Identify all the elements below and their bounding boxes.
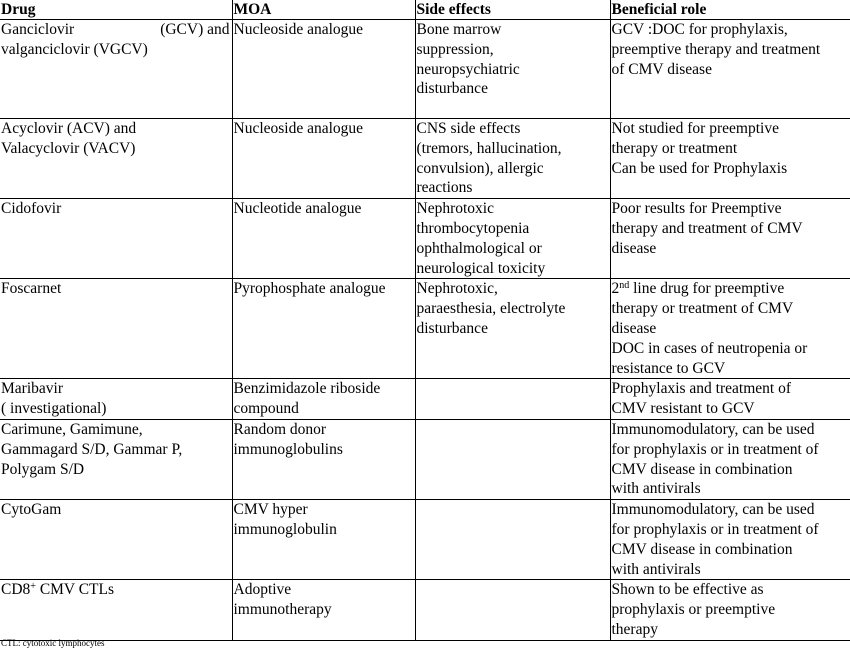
- header-drug: Drug: [0, 0, 232, 20]
- cell-line: disease: [611, 319, 657, 337]
- cell-word: (GCV) and: [160, 21, 230, 38]
- cell-line: CMV disease in combination: [611, 540, 793, 558]
- cell-line: suppression,: [416, 40, 494, 58]
- table-row: [0, 500, 850, 580]
- table-row: [0, 419, 850, 499]
- table-footnote: CTL: cytotoxic lymphocytes: [1, 638, 105, 648]
- cell-side-effects-empty: [415, 500, 610, 580]
- cell-line: resistance to GCV: [611, 359, 726, 377]
- drug-name-superscript: +: [30, 581, 36, 593]
- cell-line: immunotherapy: [233, 601, 332, 619]
- cell-beneficial-role: [610, 199, 850, 279]
- cell-side-effects: [415, 279, 610, 379]
- table-row: [0, 199, 850, 279]
- cell-line: with antivirals: [611, 560, 701, 578]
- cell-line: Nucleotide analogue: [233, 200, 362, 218]
- cell-line-justified: [1, 20, 230, 40]
- table-row: [0, 279, 850, 379]
- cell-line: Foscarnet: [1, 280, 62, 298]
- cell-line: Nucleoside analogue: [233, 120, 364, 137]
- cell-line: Shown to be effective as: [611, 581, 764, 599]
- ordinal-number: 2: [611, 280, 620, 298]
- cell-moa: [232, 379, 415, 420]
- cell-drug: [0, 379, 232, 420]
- cell-line: of CMV disease: [611, 60, 712, 78]
- cell-line: Benzimidazole riboside: [233, 380, 381, 398]
- cell-drug: [0, 500, 232, 580]
- cell-line: thrombocytopenia: [416, 219, 530, 237]
- ordinal-suffix: nd: [619, 280, 630, 292]
- cell-side-effects: [415, 20, 610, 119]
- cell-line: immunoglobulin: [233, 520, 337, 538]
- cell-line: Cidofovir: [1, 200, 62, 218]
- cell-line: therapy or treatment of CMV: [611, 300, 794, 318]
- cell-beneficial-role: [610, 20, 850, 119]
- table-header-row: [0, 0, 850, 20]
- cell-drug: [0, 419, 232, 499]
- cell-line: convulsion), allergic: [416, 159, 544, 177]
- cell-line: Polygam S/D: [1, 460, 85, 478]
- cell-drug: [0, 199, 232, 279]
- cell-line-rest: line drug for preemptive: [629, 280, 785, 298]
- cell-line: CNS side effects: [416, 120, 521, 137]
- cell-line: therapy: [611, 620, 658, 638]
- cell-line: therapy or treatment: [611, 139, 738, 157]
- cell-beneficial-role: [610, 580, 850, 640]
- cell-line: prophylaxis or preemptive: [611, 601, 776, 619]
- cell-line: Gammagard S/D, Gammar P,: [1, 440, 183, 458]
- table-row: [0, 379, 850, 420]
- cell-line: for prophylaxis or in treatment of: [611, 440, 819, 458]
- cell-line: CMV disease in combination: [611, 460, 793, 478]
- cell-line: Pyrophosphate analogue: [233, 280, 386, 298]
- cell-line: Nephrotoxic: [416, 200, 494, 218]
- cell-line: neurological toxicity: [416, 259, 546, 277]
- cell-line: Not studied for preemptive: [611, 120, 779, 137]
- cell-line: disease: [611, 239, 657, 257]
- cell-moa: [232, 199, 415, 279]
- cell-line: GCV :DOC for prophylaxis,: [611, 21, 788, 38]
- cell-line: Random donor: [233, 420, 327, 438]
- header-beneficial-role: Beneficial role: [610, 0, 850, 20]
- cell-line: Immunomodulatory, can be used: [611, 420, 815, 438]
- cell-line: ( investigational): [1, 400, 107, 418]
- cell-moa: [232, 419, 415, 499]
- cell-line: paraesthesia, electrolyte: [416, 300, 566, 318]
- cell-line: (tremors, hallucination,: [416, 139, 562, 157]
- cell-line: disturbance: [416, 80, 488, 98]
- cell-line: CMV resistant to GCV: [611, 400, 755, 418]
- cell-line: Valacyclovir (VACV): [1, 139, 136, 157]
- header-side-effects: Side effects: [415, 0, 610, 20]
- table-row: [0, 580, 850, 640]
- table-row: [0, 119, 850, 199]
- cell-line: Poor results for Preemptive: [611, 200, 782, 218]
- cell-line: CytoGam: [1, 501, 62, 519]
- cell-side-effects: [415, 119, 610, 199]
- cell-line: Nephrotoxic,: [416, 280, 498, 298]
- cell-beneficial-role: [610, 119, 850, 199]
- cell-side-effects-empty: [415, 419, 610, 499]
- cell-line: [612, 279, 850, 299]
- cell-line: Can be used for Prophylaxis: [611, 159, 788, 177]
- cell-line: Maribavir: [1, 380, 63, 398]
- cell-line: valganciclovir (VGCV): [1, 40, 148, 58]
- drug-name-prefix: CD8: [1, 581, 31, 599]
- cell-drug: [0, 279, 232, 379]
- cell-line: ophthalmological or: [416, 239, 542, 257]
- drug-name-rest: CMV CTLs: [35, 581, 115, 599]
- cell-side-effects: [415, 199, 610, 279]
- cell-beneficial-role: [610, 419, 850, 499]
- cell-drug: [0, 119, 232, 199]
- cell-line: disturbance: [416, 319, 488, 337]
- cell-line: immunoglobulins: [233, 440, 343, 458]
- cell-drug: [0, 20, 232, 119]
- cell-line: Nucleoside analogue: [233, 21, 364, 38]
- cell-line: therapy and treatment of CMV: [611, 219, 803, 237]
- cell-line: Acyclovir (ACV) and: [1, 120, 137, 137]
- cell-line: preemptive therapy and treatment: [611, 40, 821, 58]
- cell-beneficial-role: [610, 279, 850, 379]
- cell-line: CMV hyper: [233, 501, 308, 519]
- cell-side-effects-empty: [415, 580, 610, 640]
- cell-moa: [232, 500, 415, 580]
- cell-line: Adoptive: [233, 581, 292, 599]
- cell-word: Ganciclovir: [1, 21, 75, 38]
- cell-drug: [0, 580, 232, 640]
- cell-beneficial-role: [610, 500, 850, 580]
- table-row: [0, 20, 850, 119]
- cell-line: for prophylaxis or in treatment of: [611, 520, 819, 538]
- cell-line: Prophylaxis and treatment of: [611, 380, 791, 398]
- cell-line: compound: [233, 400, 299, 418]
- cell-line: Bone marrow: [416, 21, 502, 38]
- cell-line: Immunomodulatory, can be used: [611, 501, 815, 519]
- cell-line: reactions: [416, 179, 473, 197]
- cell-line: Carimune, Gamimune,: [1, 420, 143, 438]
- cell-moa: [232, 279, 415, 379]
- cell-line: DOC in cases of neutropenia or: [611, 339, 808, 357]
- cell-side-effects-empty: [415, 379, 610, 420]
- header-moa: MOA: [232, 0, 415, 20]
- cell-beneficial-role: [610, 379, 850, 420]
- cell-moa: [232, 20, 415, 119]
- cell-moa: [232, 119, 415, 199]
- cell-line: neuropsychiatric: [416, 60, 520, 78]
- cell-line: [1, 580, 230, 600]
- cell-line: with antivirals: [611, 480, 701, 498]
- cell-moa: [232, 580, 415, 640]
